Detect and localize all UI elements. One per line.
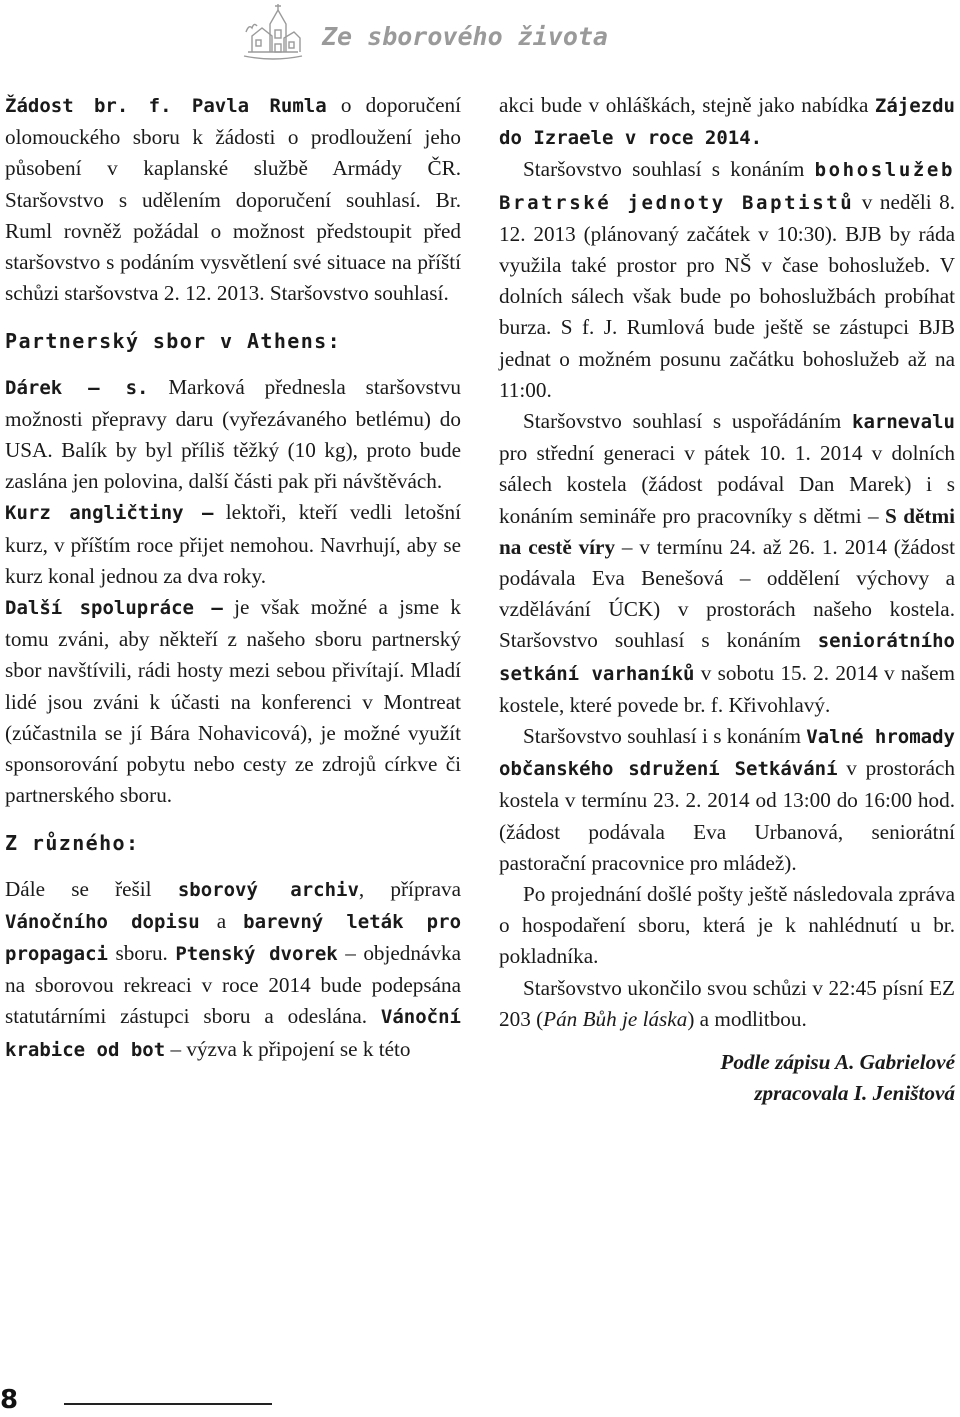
signature-line-1: Podle zápisu A. Gabrielové: [720, 1050, 955, 1075]
paragraph-gift: Dárek – s. Marková přednesla staršovstvu možnosti přepravy daru (vyřezávaného betlému) do USA. Balík by byl příliš těžký (10 kg), proto bude zaslána jen polovina, další části pak při návštěvách.: [5, 374, 462, 494]
paragraph-israel-trip: akci bude v ohláškách, stejně jako nabídka Zájezdu do Izraele v roce 2014.: [499, 93, 955, 150]
paragraph-finances: Po projednání došlé pošty ještě následovala zpráva o hospodaření sboru, která je k nahlédnutí u br. pokladníka.: [499, 882, 955, 969]
heading-miscellaneous: Z různého:: [5, 831, 140, 856]
paragraph-english-course: Kurz angličtiny – lektoři, kteří vedli letošní kurz, v příštím roce přijet nemohou. Navrhují, aby se kurz konal jednou za dva roky.: [5, 500, 461, 588]
paragraph-miscellaneous: Dále se řešil sborový archiv, příprava Vánočního dopisu a barevný leták pro propagaci sboru. Ptenský dvorek – objednávka na sborovou rekreaci v roce 2014 bude podepsána statutárními zástupci sboru a odeslána. Vánoční krabice od bot – výzva k připojení se k této: [5, 876, 462, 1061]
page-number: 8: [0, 1385, 19, 1415]
paragraph-baptist-services: Staršovstvo souhlasí s konáním bohoslužeb Bratrské jednoty Baptistů v neděli 8. 12. 2013 (plánovaný začátek v 10:30). BJB by ráda využila také prostor pro NŠ v čase bohoslužeb. V dolních sálech však bude po bohoslužbách probíhat burza. S f. J. Rumlová bude ještě se zástupci BJB jednat o možném posunu začátku bohoslužeb až na 11:00.: [499, 157, 955, 402]
paragraph-closing: Staršovstvo ukončilo svou schůzi v 22:45 písní EZ 203 (Pán Bůh je láska) a modlitbou.: [499, 975, 955, 1031]
right-column: [499, 90, 955, 1110]
church-village-logo-icon: [240, 2, 306, 60]
left-column: [5, 90, 461, 1066]
footer-rule: [64, 1403, 272, 1405]
paragraph-general-assembly: Staršovstvo souhlasí i s konáním Valné hromady občanského sdružení Setkávání v prostorách kostela v termínu 23. 2. 2014 od 13:00 do 16:00 hod. (žádost podávala Eva Urbanová, seniorátní pastorační pracovnice pro mládež).: [499, 724, 955, 875]
signature: [499, 1047, 955, 1109]
paragraph-further-cooperation: Další spolupráce – je však možné a jsme k tomu zváni, aby někteří z našeho sboru partnerský sbor navštívili, rádi hosty mezi sebou přivítají. Mladí lidé jsou zváni k účasti na konferenci v Montreat (zúčastnila se jí Bára Nohavicová), je možné využít sponsorování pobytu nebo cesty ze zdrojů církve či partnerského sboru.: [5, 595, 461, 808]
signature-line-2: zpracovala I. Jeništová: [754, 1081, 955, 1106]
section-header-title: Ze sborového života: [322, 22, 608, 51]
paragraph-carnival-seminars: Staršovstvo souhlasí s uspořádáním karnevalu pro střední generaci v pátek 10. 1. 2014 v dolních sálech kostela (žádost podával Dan Marek) i s konáním semináře pro pracovníky s dětmi – S dětmi na cestě víry – v termínu 24. až 26. 1. 2014 (žádost podávala Eva Benešová – oddělení výchovy a vzdělávání ÚCK) v prostorách našeho kostela. Staršovstvo souhlasí s konáním seniorátního setkání varhaníků v sobotu 15. 2. 2014 v našem kostele, které povede br. f. Křivohlavý.: [499, 409, 955, 717]
paragraph-ruml-request: Žádost br. f. Pavla Rumla o doporučení olomouckého sboru k žádosti o prodloužení jeho působení v kaplanské službě Armády ČR. Staršovstvo s udělením doporučení souhlasí. Br. Ruml rovněž požádal o možnost předstoupit před staršovstvo s podáním vysvětlení své situace na příští schůzi staršovstva 2. 12. 2013. Staršovstvo souhlasí.: [5, 93, 461, 306]
heading-partner-church: Partnerský sbor v Athens:: [5, 329, 342, 354]
